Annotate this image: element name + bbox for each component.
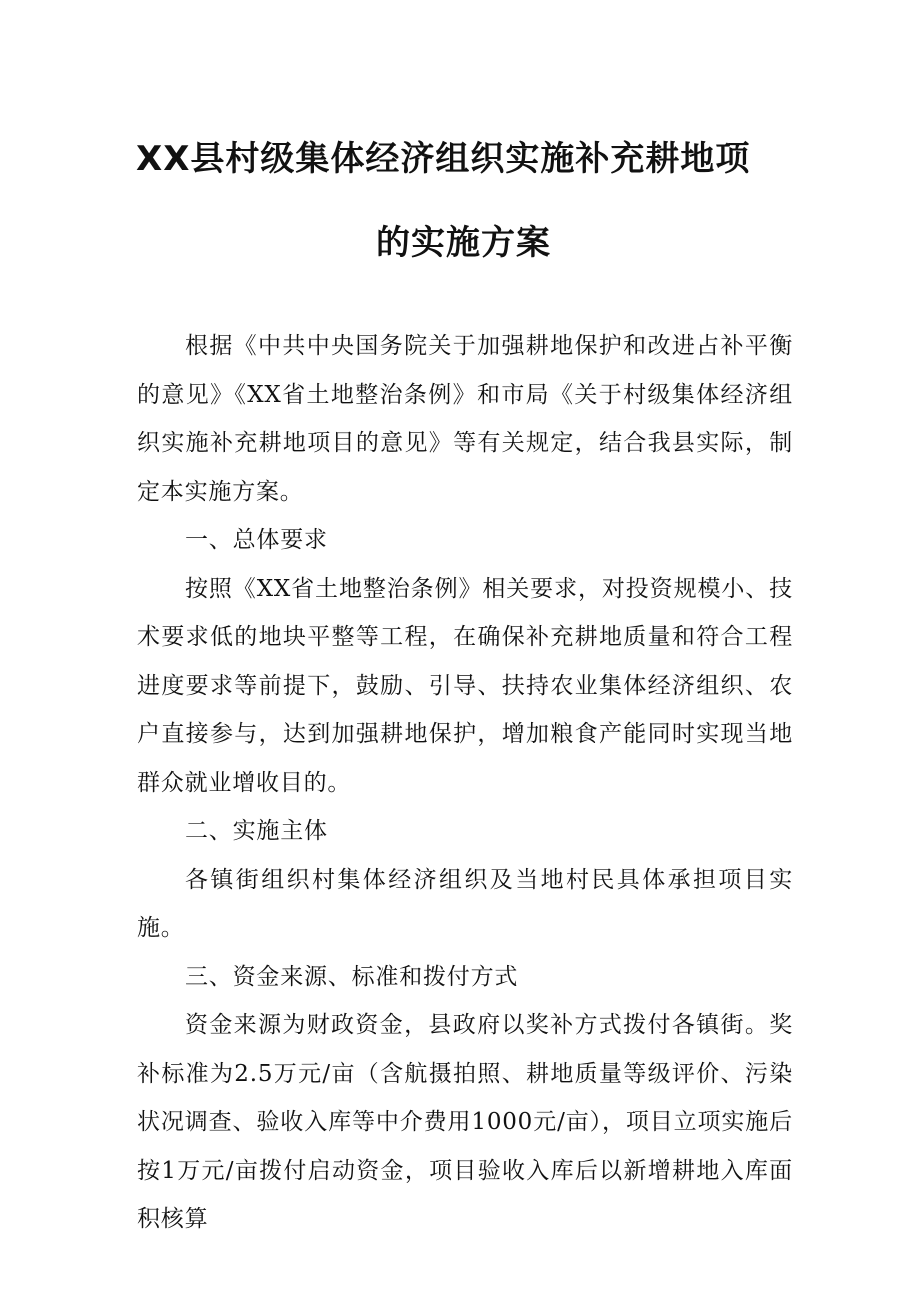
section-2-heading: 二、实施主体 bbox=[185, 818, 328, 844]
section-3-heading: 三、资金来源、标准和拨付方式 bbox=[185, 963, 519, 990]
document-title-line-2: 的实施方案 bbox=[376, 223, 551, 263]
section-2-paragraph: 各镇街组织村集体经济组织及当地村民具体承担项目实施。 bbox=[137, 866, 793, 941]
document-body bbox=[137, 322, 793, 1244]
document-title-line-1: XX县村级集体经济组织实施补充耕地项 bbox=[136, 139, 751, 179]
section-1-paragraph: 按照《XX省土地整治条例》相关要求，对投资规模小、技术要求低的地块平整等工程，在确保补充耕地质量和符合工程进度要求等前提下，鼓励、引导、扶持农业集体经济组织、农户直接参与，达到加强耕地保护，增加粮食产能同时实现当地群众就业增收目的。 bbox=[137, 575, 793, 796]
section-3-paragraph: 资金来源为财政资金，县政府以奖补方式拨付各镇街。奖补标准为2.5万元/亩（含航摄拍照、耕地质量等级评价、污染状况调查、验收入库等中介费用1000元/亩），项目立项实施后按1万元/亩拨付启动资金，项目验收入库后以新增耕地入库面积核算 bbox=[137, 1012, 793, 1232]
section-1-heading: 一、总体要求 bbox=[185, 527, 328, 553]
intro-paragraph: 根据《中共中央国务院关于加强耕地保护和改进占补平衡的意见》《XX省土地整治条例》和市局《关于村级集体经济组织实施补充耕地项目的意见》等有关规定，结合我县实际，制定本实施方案。 bbox=[137, 333, 793, 505]
